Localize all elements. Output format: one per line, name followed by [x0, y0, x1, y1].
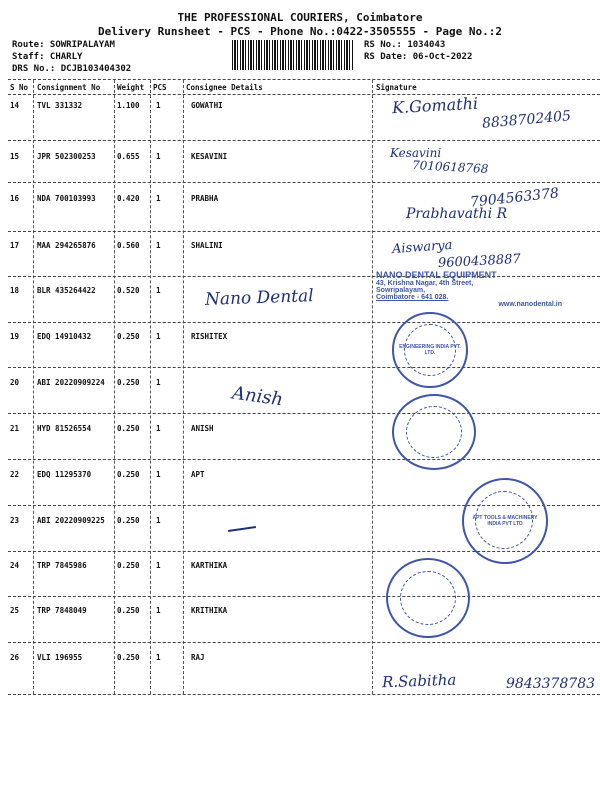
round-stamp-apt-tools: [462, 478, 548, 564]
row-consignee: APT: [191, 470, 205, 479]
row-consignment: EDQ 14910432: [37, 332, 92, 341]
row-pcs: 1: [156, 653, 161, 662]
row-consignee: GOWATHI: [191, 101, 223, 110]
row-rule: [8, 642, 600, 643]
row-weight: 0.250: [117, 470, 140, 479]
table-row: [0, 374, 600, 424]
stamp-line: 43, Krishna Nagar, 4th Street,: [376, 280, 474, 287]
table-bottom-rule: [8, 694, 600, 695]
barcode: [232, 40, 354, 70]
row-consignee: RAJ: [191, 653, 205, 662]
row-pcs: 1: [156, 101, 161, 110]
row-sno: 15: [10, 152, 20, 161]
row-consignment: TVL 331332: [37, 101, 83, 110]
row-consignee: KRITHIKA: [191, 606, 228, 615]
signature-r14: K.Gomathi: [391, 93, 479, 118]
row-pcs: 1: [156, 516, 161, 525]
row-weight: 0.250: [117, 424, 140, 433]
row-pcs: 1: [156, 470, 161, 479]
row-sno: 24: [10, 561, 20, 570]
handwritten-consignee-r20: Anish: [230, 382, 285, 411]
signature-r16: Prabhavathi R: [406, 206, 508, 222]
row-consignment: MAA 294265876: [37, 241, 96, 250]
row-rule: [8, 140, 600, 141]
table-row: [0, 602, 600, 652]
row-pcs: 1: [156, 332, 161, 341]
row-rule: [8, 231, 600, 232]
row-weight: 0.420: [117, 194, 140, 203]
signature-r26: R.Sabitha: [381, 670, 457, 692]
row-consignment: TRP 7845986: [37, 561, 87, 570]
col-header-sno: S No: [10, 83, 29, 92]
phone-r17: 9600438887: [437, 251, 522, 272]
row-consignee: ANISH: [191, 424, 214, 433]
signature-r15: Kesavini: [390, 146, 442, 160]
row-weight: 1.100: [117, 101, 140, 110]
staff-label: Staff: CHARLY: [12, 52, 83, 62]
runsheet-title: THE PROFESSIONAL COURIERS, Coimbatore: [177, 11, 423, 24]
row-weight: 0.250: [117, 332, 140, 341]
handwritten-consignee-r18: Nano Dental: [204, 286, 314, 310]
row-sno: 18: [10, 286, 20, 295]
stamp-line: NANO DENTAL EQUIPMENT: [376, 270, 497, 280]
row-consignment: TRP 7848049: [37, 606, 87, 615]
row-pcs: 1: [156, 152, 161, 161]
row-sno: 14: [10, 101, 20, 110]
row-sno: 22: [10, 470, 20, 479]
signature-r17: Aiswarya: [391, 237, 453, 258]
runsheet-subtitle: Delivery Runsheet - PCS - Phone No.:0422-3505555 - Page No.:2: [98, 25, 502, 38]
row-weight: 0.250: [117, 653, 140, 662]
stamp-line: Coimbatore - 641 028.: [376, 294, 449, 301]
row-rule: [8, 596, 600, 597]
row-consignment: ABI 20220909225: [37, 516, 105, 525]
row-sno: 16: [10, 194, 20, 203]
phone-r26: 9843378783: [506, 676, 596, 692]
round-stamp-2: [392, 394, 476, 470]
col-header-consignment: Consignment No: [37, 83, 101, 92]
row-sno: 23: [10, 516, 20, 525]
table-top-rule: [8, 79, 600, 80]
row-rule: [8, 367, 600, 368]
table-row: [0, 328, 600, 378]
header-bottom-rule: [8, 94, 600, 95]
col-header-signature: Signature: [376, 83, 417, 92]
phone-r15: 7010618768: [411, 158, 489, 176]
row-sno: 19: [10, 332, 20, 341]
row-consignment: BLR 435264422: [37, 286, 96, 295]
row-sno: 20: [10, 378, 20, 387]
row-weight: 0.520: [117, 286, 140, 295]
row-pcs: 1: [156, 561, 161, 570]
row-consignment: HYD 81526554: [37, 424, 92, 433]
stamp-text: APT TOOLS & MACHINERY INDIA PVT LTD: [472, 515, 538, 527]
stamp-line: www.nanodental.in: [498, 301, 562, 308]
stamp-inner-ring: [400, 571, 456, 625]
row-pcs: 1: [156, 286, 161, 295]
table-row: [0, 420, 600, 470]
row-pcs: 1: [156, 606, 161, 615]
row-consignment: ABI 20220909224: [37, 378, 105, 387]
row-consignment: JPR 502300253: [37, 152, 96, 161]
round-stamp-4: [386, 558, 470, 638]
row-sno: 25: [10, 606, 20, 615]
row-pcs: 1: [156, 424, 161, 433]
stamp-line: Sowripalayam,: [376, 287, 426, 294]
row-weight: 0.250: [117, 561, 140, 570]
col-header-weight: Weight: [117, 83, 145, 92]
phone-r14: 8838702405: [481, 108, 572, 132]
row-consignee: PRABHA: [191, 194, 219, 203]
row-rule: [8, 182, 600, 183]
route-label: Route: SOWRIPALAYAM: [12, 40, 115, 50]
drs-number: DRS No.: DCJB103404302: [12, 64, 132, 74]
row-weight: 0.655: [117, 152, 140, 161]
row-rule: [8, 413, 600, 414]
row-consignee: KESAVINI: [191, 152, 228, 161]
row-consignment: VLI 196955: [37, 653, 83, 662]
row-consignee: KARTHIKA: [191, 561, 228, 570]
col-header-consignee: Consignee Details: [186, 83, 263, 92]
rs-date: RS Date: 06-Oct-2022: [364, 52, 473, 62]
row-rule: [8, 459, 600, 460]
phone-r16: 7904563378: [469, 185, 560, 211]
row-pcs: 1: [156, 378, 161, 387]
col-header-pcs: PCS: [153, 83, 167, 92]
row-consignee: RISHITEX: [191, 332, 228, 341]
row-weight: 0.560: [117, 241, 140, 250]
rs-number: RS No.: 1034043: [364, 40, 446, 50]
row-consignment: NDA 700103993: [37, 194, 96, 203]
row-pcs: 1: [156, 241, 161, 250]
row-sno: 26: [10, 653, 20, 662]
round-stamp-engineering: [392, 312, 468, 388]
row-pcs: 1: [156, 194, 161, 203]
row-consignee: SHALINI: [191, 241, 223, 250]
row-weight: 0.250: [117, 378, 140, 387]
row-sno: 21: [10, 424, 20, 433]
stamp-inner-ring: [406, 406, 462, 458]
row-sno: 17: [10, 241, 20, 250]
row-weight: 0.250: [117, 606, 140, 615]
row-consignment: EDQ 11295370: [37, 470, 92, 479]
row-weight: 0.250: [117, 516, 140, 525]
table-row: [0, 557, 600, 607]
stamp-text: ENGINEERING INDIA PVT. LTD.: [399, 344, 461, 356]
